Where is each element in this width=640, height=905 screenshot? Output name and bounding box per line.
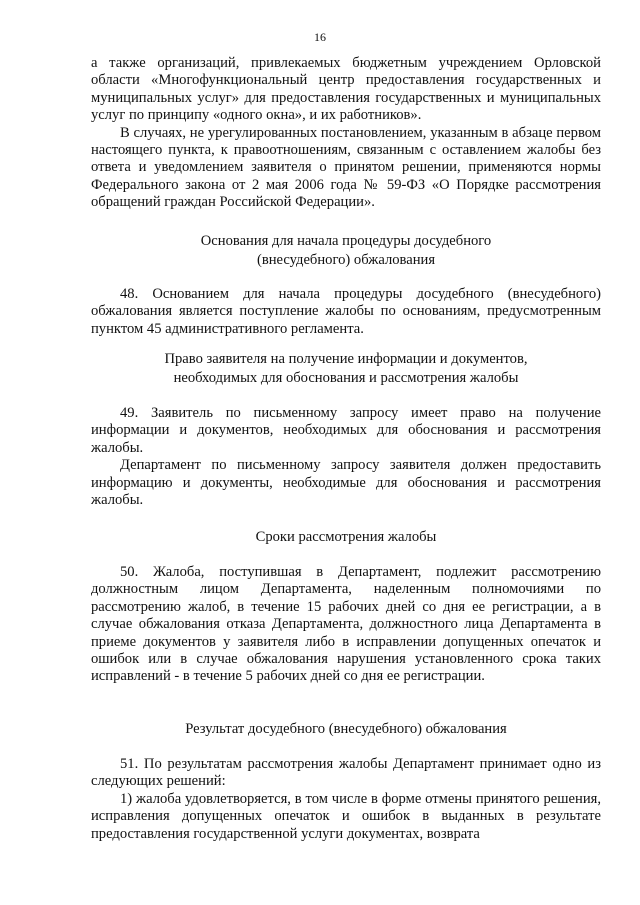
- paragraph-item-50: 50. Жалоба, поступившая в Департамент, подлежит рассмотрению должностным лицом Департамента, наделенным полномочиями по рассмотрению жалоб, в течение 15 рабочих дней со дня ее регистрации, а в случае обжалования отказа Департамента, должностного лица Департамента в приеме документов у заявителя либо в исправлении допущенных опечаток и ошибок или в случае обжалования нарушения установленного срока таких исправлений - в течение 5 рабочих дней со дня ее регистрации.: [91, 564, 601, 685]
- heading-line: Результат досудебного (внесудебного) обжалования: [185, 721, 507, 737]
- section-heading-grounds: [91, 232, 601, 270]
- section-heading-result: [91, 720, 601, 739]
- paragraph-item-48: 48. Основанием для начала процедуры досудебного (внесудебного) обжалования является поступление жалобы по основаниям, предусмотренным пунктом 45 административного регламента.: [91, 286, 601, 337]
- text-block-item-51: [91, 756, 601, 843]
- text-block-item-48: [91, 286, 601, 338]
- heading-line: Основания для начала процедуры досудебного: [200, 233, 492, 249]
- section-heading-applicant-rights: [91, 350, 601, 388]
- section-heading-terms: [91, 528, 601, 547]
- text-block-item-49: [91, 405, 601, 509]
- text-block-intro: [91, 55, 601, 212]
- paragraph-item-51: 51. По результатам рассмотрения жалобы Департамент принимает одно из следующих решений:: [91, 756, 601, 790]
- paragraph-continuation: а также организаций, привлекаемых бюджетным учреждением Орловской области «Многофункциональный центр предоставления государственных и муниципальных услуг» для предоставления государственных и муниципальных услуг по принципу «одного окна», и их работников».: [91, 55, 601, 124]
- heading-line: Сроки рассмотрения жалобы: [255, 529, 437, 545]
- heading-line: (внесудебного) обжалования: [256, 252, 436, 268]
- heading-line: необходимых для обоснования и рассмотрения жалобы: [173, 370, 519, 386]
- page-number: 16: [314, 30, 326, 44]
- text-block-item-50: [91, 564, 601, 686]
- paragraph-item-49: 49. Заявитель по письменному запросу имеет право на получение информации и документов, необходимых для обоснования и рассмотрения жалобы.: [91, 405, 601, 456]
- paragraph-unregulated-cases: В случаях, не урегулированных постановлением, указанным в абзаце первом настоящего пункта, к правоотношениям, связанным с оставлением жалобы без ответа и уведомлением заявителя о принятом решении, применяются нормы Федерального закона от 2 мая 2006 года № 59-ФЗ «О Порядке рассмотрения обращений граждан Российской Федерации».: [91, 124, 601, 211]
- paragraph-department-request: Департамент по письменному запросу заявителя должен предоставить информацию и документы, необходимые для обоснования и рассмотрения жалобы.: [91, 457, 601, 509]
- heading-line: Право заявителя на получение информации и документов,: [164, 351, 528, 367]
- paragraph-item-51-1: 1) жалоба удовлетворяется, в том числе в форме отмены принятого решения, исправления допущенных опечаток и ошибок в выданных в результате предоставления государственной услуги документах, возврата: [91, 790, 601, 842]
